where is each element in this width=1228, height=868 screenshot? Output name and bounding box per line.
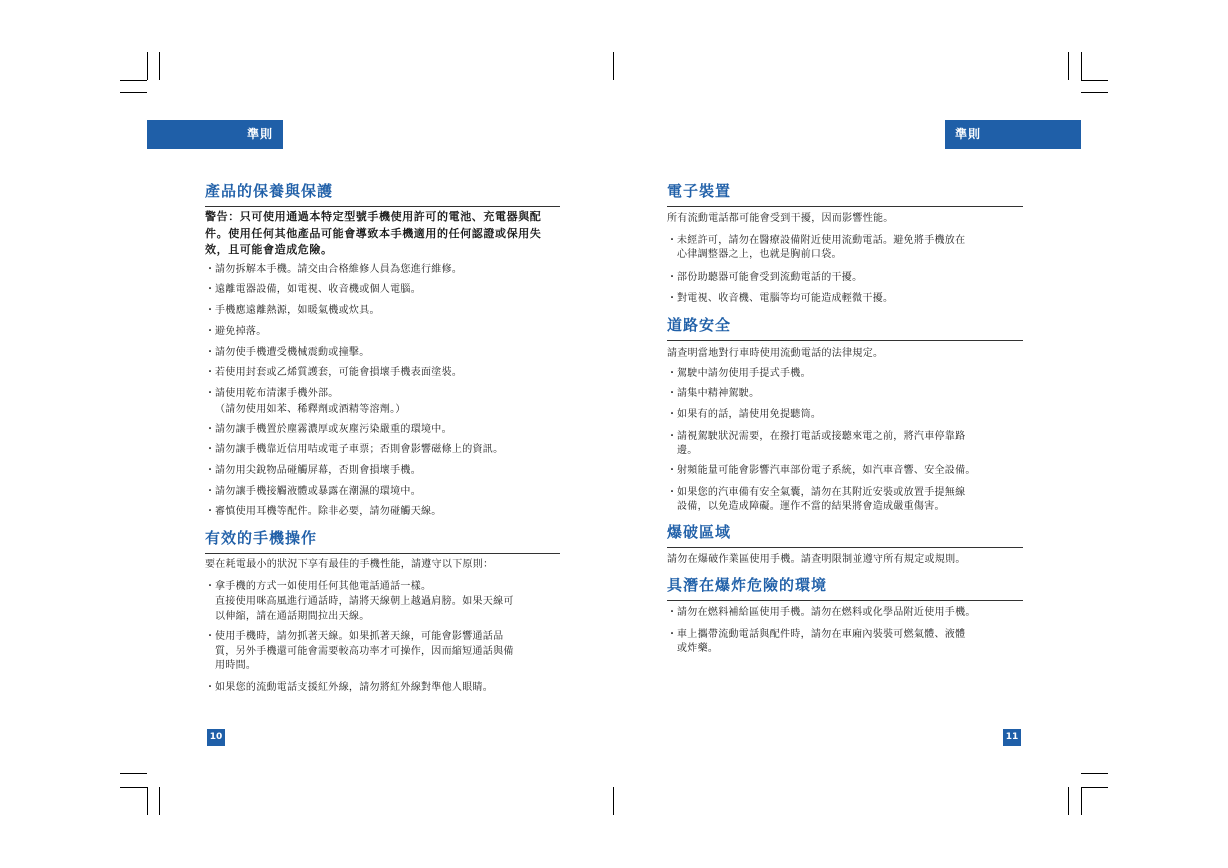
list-item: ・ 使用手機時，請勿抓著天線。如果抓著天線，可能會影響通話品 — [205, 630, 560, 644]
list-item: ・ 若使用封套或乙烯質護套，可能會損壞手機表面塗裝。 — [205, 366, 560, 380]
list-item: ・ 請勿拆解本手機。請交由合格維修人員為您進行維修。 — [205, 263, 560, 277]
list-item: ・ 射頻能量可能會影響汽車部份電子系統，如汽車音響、安全設備。 — [667, 464, 1023, 478]
list-item: ・ 請勿讓手機置於塵霧濃厚或灰塵污染嚴重的環境中。 — [205, 423, 560, 437]
list-item-line: 以伸縮，請在通話期間拉出天線。 — [215, 611, 370, 622]
list-item: ・ 部份助聽器可能會受到流動電話的干擾。 — [667, 271, 1023, 285]
list-item: ・ 請勿使手機遭受機械震動或撞擊。 — [205, 346, 560, 360]
list-item: ・ 遠離電器設備，如電視、收音機或個人電腦。 — [205, 283, 560, 297]
tab-label: 準則 — [246, 127, 273, 141]
list-item-line: 質，另外手機還可能會需要較高功率才可操作，因而縮短通話與備 — [215, 646, 514, 657]
list-item-note: （請勿使用如苯、稀釋劑或酒精等溶劑。） — [215, 404, 406, 415]
list-item-line: 用時間。 — [215, 660, 257, 671]
list-item: ・ 拿手機的方式一如使用任何其他電話通話一樣。 — [205, 580, 560, 594]
list-item-line: 心律調整器之上，也就是胸前口袋。 — [677, 249, 842, 260]
operation-intro: 要在耗電最小的狀況下享有最佳的手機性能，請遵守以下原則： — [205, 559, 494, 570]
page-number-left: 10 — [207, 729, 225, 746]
section-title-blasting-areas: 爆破區域 — [667, 521, 1023, 548]
list-item-line: 設備，以免造成障礙。運作不當的結果將會造成嚴重傷害。 — [677, 501, 945, 512]
section-title-product-care: 產品的保養與保護 — [205, 180, 560, 207]
list-item-line: 或炸藥。 — [677, 643, 719, 654]
section-intro: 請查明當地對行車時使用流動電話的法律規定。 — [667, 348, 884, 359]
section-title-electronic-devices: 電子裝置 — [667, 180, 1023, 207]
section-intro: 請勿在爆破作業區使用手機。請查明限制並遵守所有規定或規則。 — [667, 554, 966, 565]
warning-text: 警告：只可使用通過本特定型號手機使用許可的電池、充電器與配件。使用任何其他產品可能會導致本手機適用的任何認證或保用失效，且可能會造成危險。 — [205, 210, 542, 256]
list-item: ・ 對電視、收音機、電腦等均可能造成輕微干擾。 — [667, 292, 1023, 306]
list-item: ・ 請勿在燃料補給區使用手機。請勿在燃料或化學品附近使用手機。 — [667, 606, 1023, 620]
list-item: ・ 請視駕駛狀況需要，在撥打電話或接聽來電之前，將汽車停靠路 — [667, 430, 1023, 444]
list-item: ・ 手機應遠離熱源，如暖氣機或炊具。 — [205, 304, 560, 318]
list-item: ・ 請勿讓手機靠近信用咭或電子車票；否則會影響磁條上的資訊。 — [205, 443, 560, 457]
list-item: ・ 請集中精神駕駛。 — [667, 387, 1023, 401]
list-item: ・ 避免掉落。 — [205, 325, 560, 339]
list-item: ・ 未經許可，請勿在醫療設備附近使用流動電話。避免將手機放在 — [667, 234, 1023, 248]
left-page-header-tab — [147, 120, 283, 149]
list-item: ・ 如果您的流動電話支援紅外線，請勿將紅外線對準他人眼睛。 — [205, 681, 560, 695]
section-title-road-safety: 道路安全 — [667, 314, 1023, 341]
list-item: ・ 請勿用尖銳物品碰觸屏幕，否則會損壞手機。 — [205, 464, 560, 478]
list-item: ・ 如果有的話，請使用免提聽筒。 — [667, 408, 1023, 422]
list-item-line: 邊。 — [677, 445, 698, 456]
list-item: ・ 如果您的汽車備有安全氣囊，請勿在其附近安裝或放置手提無線 — [667, 486, 1023, 500]
list-item: ・ 請勿讓手機接觸液體或暴露在潮濕的環境中。 — [205, 485, 560, 499]
list-item-line: 直接使用咪高風進行通話時，請將天線朝上越過肩膀。如果天線可 — [215, 596, 514, 607]
section-title-efficient-operation: 有效的手機操作 — [205, 527, 560, 554]
list-item: ・ 審慎使用耳機等配件。除非必要，請勿碰觸天線。 — [205, 505, 560, 519]
tab-label: 準則 — [955, 127, 982, 141]
list-item: ・ 車上攜帶流動電話與配件時，請勿在車廂內裝裝可燃氣體、液體 — [667, 628, 1023, 642]
page-number-right: 11 — [1003, 729, 1021, 746]
list-item: ・ 駕駛中請勿使用手提式手機。 — [667, 367, 1023, 381]
right-page-header-tab — [945, 120, 1081, 149]
section-title-explosive-environments: 具潛在爆炸危險的環境 — [667, 574, 1023, 601]
section-intro: 所有流動電話都可能會受到干擾，因而影響性能。 — [667, 213, 894, 224]
list-item: ・ 請使用乾布清潔手機外部。 — [205, 387, 560, 401]
